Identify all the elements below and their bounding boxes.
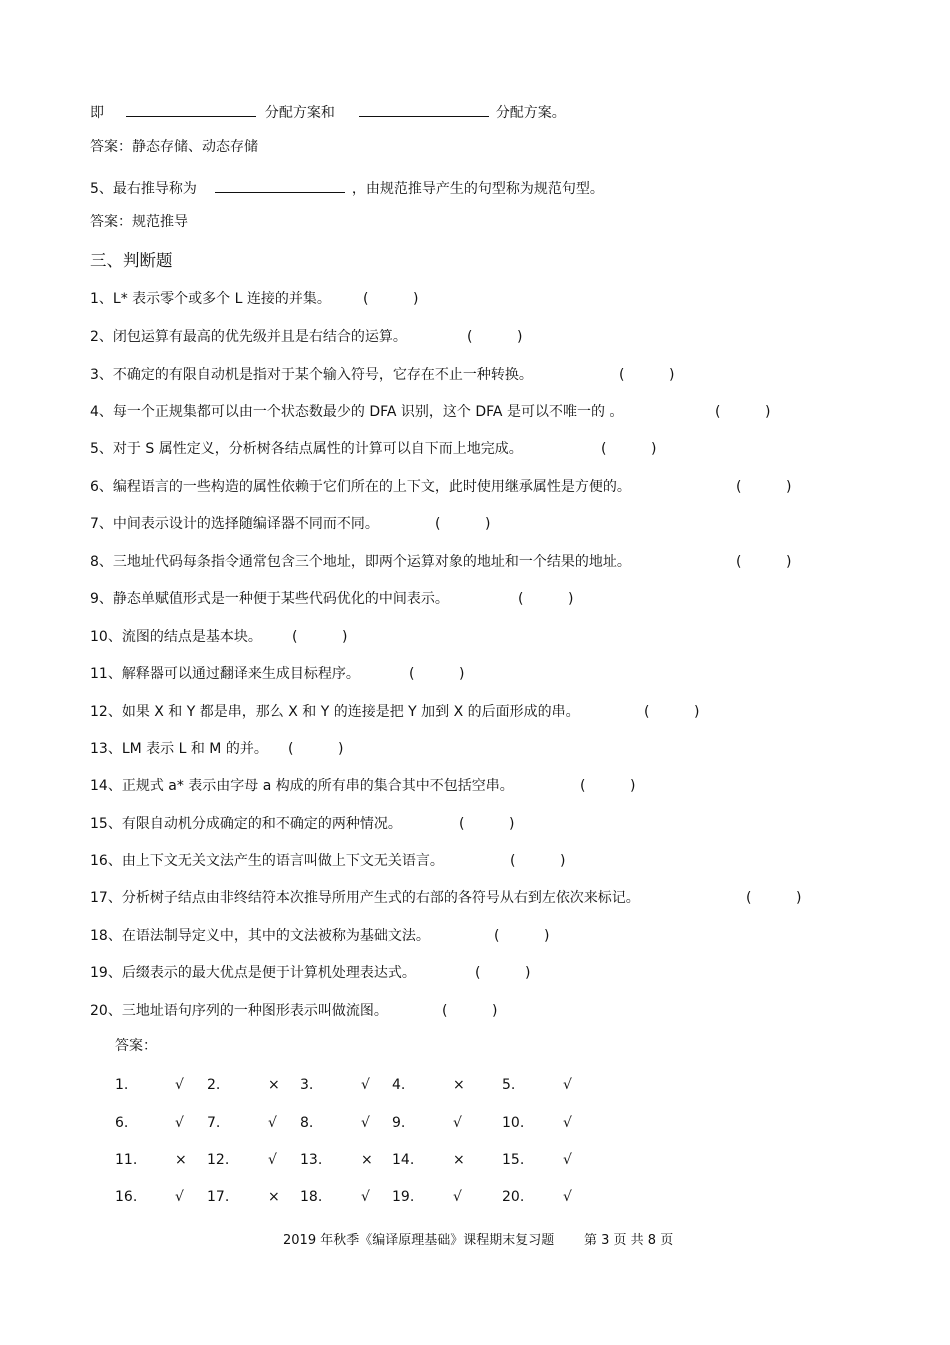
check-mark-icon: √ — [361, 1077, 370, 1093]
answer-number: 16. — [115, 1189, 138, 1205]
q5-suffix: ，由规范推导产生的句型称为规范句型。 — [351, 181, 604, 197]
question-15-text: 15、有限自动机分成确定的和不确定的两种情况。 — [90, 816, 402, 832]
question-18-text: 18、在语法制导定义中，其中的文法被称为基础文法。 — [90, 928, 430, 944]
answer-parenthesis: ( ) — [510, 853, 566, 869]
answer-parenthesis: ( ) — [409, 666, 465, 682]
answer-number: 9. — [392, 1115, 406, 1131]
answer-parenthesis: ( ) — [363, 291, 419, 307]
question-10-text: 10、流图的结点是基本块。 — [90, 629, 262, 645]
q4-suffix: 分配方案。 — [495, 105, 566, 121]
question-5-text: 5、对于 S 属性定义，分析树各结点属性的计算可以自下而上地完成。 — [90, 441, 523, 457]
q5-prefix: 5、最右推导称为 — [90, 181, 197, 197]
check-mark-icon: √ — [453, 1189, 462, 1205]
answer-number: 14. — [392, 1152, 415, 1168]
cross-mark-icon: × — [268, 1077, 280, 1093]
answer-number: 6. — [115, 1115, 129, 1131]
answer-number: 11. — [115, 1152, 138, 1168]
answer-number: 17. — [207, 1189, 230, 1205]
question-19-text: 19、后缀表示的最大优点是便于计算机处理表达式。 — [90, 965, 416, 981]
cross-mark-icon: × — [361, 1152, 373, 1168]
section-title: 三、判断题 — [90, 251, 173, 270]
answer-parenthesis: ( ) — [475, 965, 531, 981]
answer-number: 4. — [392, 1077, 406, 1093]
answer-parenthesis: ( ) — [442, 1003, 498, 1019]
answer-parenthesis: ( ) — [292, 629, 348, 645]
check-mark-icon: √ — [268, 1152, 277, 1168]
question-12-text: 12、如果 X 和 Y 都是串，那么 X 和 Y 的连接是把 Y 加到 X 的后面形成的串。 — [90, 704, 580, 720]
check-mark-icon: √ — [361, 1189, 370, 1205]
blank-line — [359, 100, 489, 117]
check-mark-icon: √ — [453, 1115, 462, 1131]
answer-parenthesis: ( ) — [580, 778, 636, 794]
question-3-text: 3、不确定的有限自动机是指对于某个输入符号，它存在不止一种转换。 — [90, 367, 533, 383]
blank-line — [126, 100, 256, 117]
question-20-text: 20、三地址语句序列的一种图形表示叫做流图。 — [90, 1003, 388, 1019]
answer-parenthesis: ( ) — [467, 329, 523, 345]
answer-4: 答案：静态存储、动态存储 — [90, 139, 258, 155]
answer-5: 答案：规范推导 — [90, 214, 188, 230]
answer-parenthesis: ( ) — [459, 816, 515, 832]
answer-number: 10. — [502, 1115, 525, 1131]
question-13-text: 13、LM 表示 L 和 M 的并。 — [90, 741, 268, 757]
answer-number: 19. — [392, 1189, 415, 1205]
blank-question-4-continued — [90, 100, 566, 123]
answer-number: 8. — [300, 1115, 314, 1131]
check-mark-icon: √ — [361, 1115, 370, 1131]
answer-parenthesis: ( ) — [736, 554, 792, 570]
check-mark-icon: √ — [563, 1115, 572, 1131]
answer-number: 18. — [300, 1189, 323, 1205]
check-mark-icon: √ — [175, 1077, 184, 1093]
cross-mark-icon: × — [268, 1189, 280, 1205]
answer-parenthesis: ( ) — [619, 367, 675, 383]
question-16-text: 16、由上下文无关文法产生的语言叫做上下文无关语言。 — [90, 853, 444, 869]
question-2-text: 2、闭包运算有最高的优先级并且是右结合的运算。 — [90, 329, 407, 345]
question-11-text: 11、解释器可以通过翻译来生成目标程序。 — [90, 666, 360, 682]
answer-parenthesis: ( ) — [494, 928, 550, 944]
question-17-text: 17、分析树子结点由非终结符本次推导所用产生式的右部的各符号从右到左依次来标记。 — [90, 890, 640, 906]
answer-number: 7. — [207, 1115, 221, 1131]
question-8-text: 8、三地址代码每条指令通常包含三个地址，即两个运算对象的地址和一个结果的地址。 — [90, 554, 631, 570]
check-mark-icon: √ — [175, 1115, 184, 1131]
answer-parenthesis: ( ) — [601, 441, 657, 457]
question-14-text: 14、正规式 a* 表示由字母 a 构成的所有串的集合其中不包括空串。 — [90, 778, 514, 794]
answer-number: 12. — [207, 1152, 230, 1168]
footer-course: 2019 年秋季《编译原理基础》课程期末复习题 — [283, 1233, 555, 1248]
answer-parenthesis: ( ) — [715, 404, 771, 420]
cross-mark-icon: × — [453, 1077, 465, 1093]
check-mark-icon: √ — [563, 1077, 572, 1093]
question-6-text: 6、编程语言的一些构造的属性依赖于它们所在的上下文，此时使用继承属性是方便的。 — [90, 479, 631, 495]
answer-number: 3. — [300, 1077, 314, 1093]
answer-number: 20. — [502, 1189, 525, 1205]
check-mark-icon: √ — [563, 1189, 572, 1205]
blank-question-5 — [90, 176, 604, 199]
answers-label: 答案： — [115, 1038, 157, 1054]
question-4-text: 4、每一个正规集都可以由一个状态数最少的 DFA 识别，这个 DFA 是可以不唯一的 。 — [90, 404, 624, 420]
answer-number: 1. — [115, 1077, 129, 1093]
answer-parenthesis: ( ) — [435, 516, 491, 532]
cross-mark-icon: × — [175, 1152, 187, 1168]
question-1-text: 1、L* 表示零个或多个 L 连接的并集。 — [90, 291, 331, 307]
question-9-text: 9、静态单赋值形式是一种便于某些代码优化的中间表示。 — [90, 591, 449, 607]
answer-number: 2. — [207, 1077, 221, 1093]
check-mark-icon: √ — [563, 1152, 572, 1168]
q4-middle: 分配方案和 — [264, 105, 335, 121]
answer-number: 5. — [502, 1077, 516, 1093]
footer-page-number: 第 3 页 共 8 页 — [584, 1233, 674, 1248]
q4-prefix: 即 — [90, 105, 104, 121]
answer-parenthesis: ( ) — [644, 704, 700, 720]
check-mark-icon: √ — [175, 1189, 184, 1205]
answer-parenthesis: ( ) — [746, 890, 802, 906]
blank-line — [215, 176, 345, 193]
answer-number: 15. — [502, 1152, 525, 1168]
answer-parenthesis: ( ) — [288, 741, 344, 757]
answer-parenthesis: ( ) — [518, 591, 574, 607]
answer-parenthesis: ( ) — [736, 479, 792, 495]
cross-mark-icon: × — [453, 1152, 465, 1168]
question-7-text: 7、中间表示设计的选择随编译器不同而不同。 — [90, 516, 379, 532]
answer-number: 13. — [300, 1152, 323, 1168]
check-mark-icon: √ — [268, 1115, 277, 1131]
